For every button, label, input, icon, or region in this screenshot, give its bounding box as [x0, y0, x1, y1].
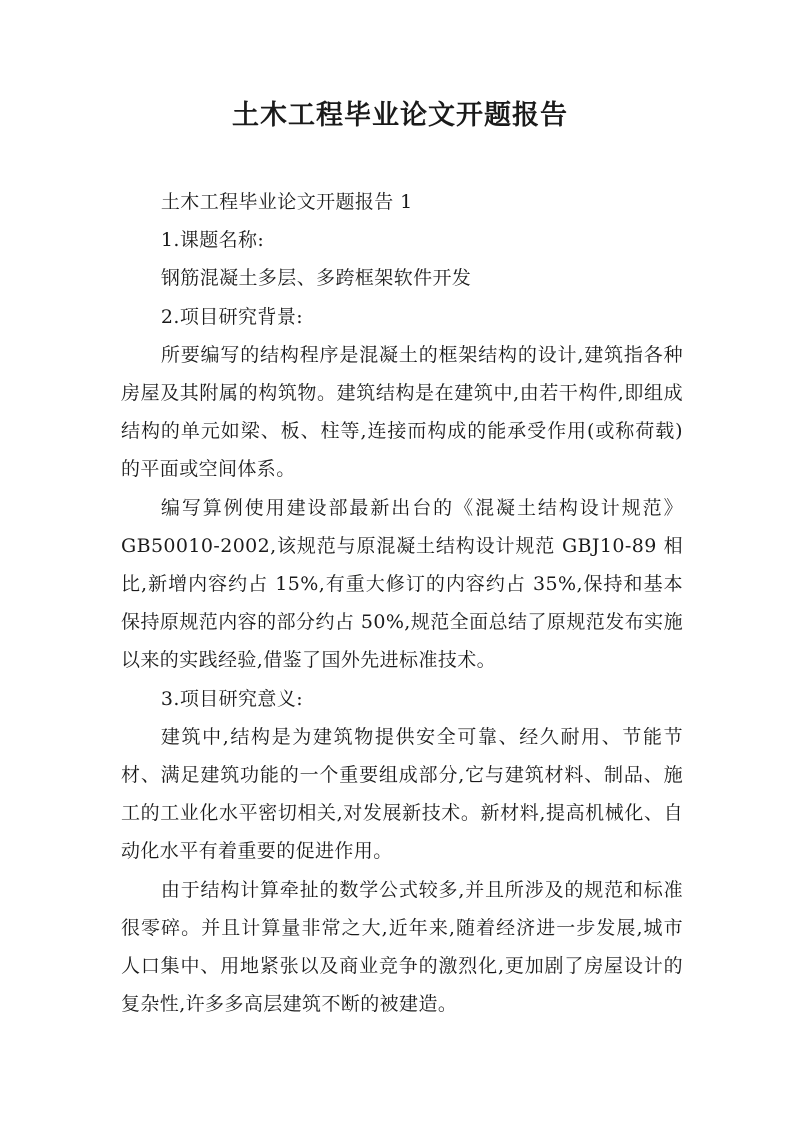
section-heading-significance: 3.项目研究意义: — [160, 687, 304, 710]
topic-name: 钢筋混凝土多层、多跨框架软件开发 — [160, 267, 472, 290]
section-heading-topic: 1.课题名称: — [160, 229, 265, 252]
paragraph-complexity: 由于结构计算牵扯的数学公式较多,并且所涉及的规范和标准很零碎。并且计算量非常之大,近年来,随着经济进一步发展,城市人口集中、用地紧张以及商业竞争的激烈化,更加剧了房屋设计的复杂性,许多多高层建筑不断的被建造。 — [121, 878, 683, 1016]
document-title: 土木工程毕业论文开题报告 — [232, 100, 568, 131]
paragraph-significance: 建筑中,结构是为建筑物提供安全可靠、经久耐用、节能节材、满足建筑功能的一个重要组成部分,它与建筑材料、制品、施工的工业化水平密切相关,对发展新技术。新材料,提高机械化、自动化水平有着重要的促进作用。 — [121, 725, 683, 863]
document-body — [121, 183, 683, 1023]
paragraph-design-code: 编写算例使用建设部最新出台的《混凝土结构设计规范》GB50010-2002,该规范与原混凝土结构设计规范 GBJ10-89 相比,新增内容约占 15%,有重大修订的内容约占 35%,保持和基本保持原规范内容的部分约占 50%,规范全面总结了原规范发布实施以来的实践经验,借鉴了国外先进标准技术。 — [121, 496, 683, 672]
report-heading: 土木工程毕业论文开题报告 1 — [160, 191, 413, 213]
section-heading-background: 2.项目研究背景: — [160, 305, 304, 328]
paragraph-structure-definition: 所要编写的结构程序是混凝土的框架结构的设计,建筑指各种房屋及其附属的构筑物。建筑结构是在建筑中,由若干构件,即组成结构的单元如梁、板、柱等,连接而构成的能承受作用(或称荷载)的平面或空间体系。 — [121, 343, 683, 481]
